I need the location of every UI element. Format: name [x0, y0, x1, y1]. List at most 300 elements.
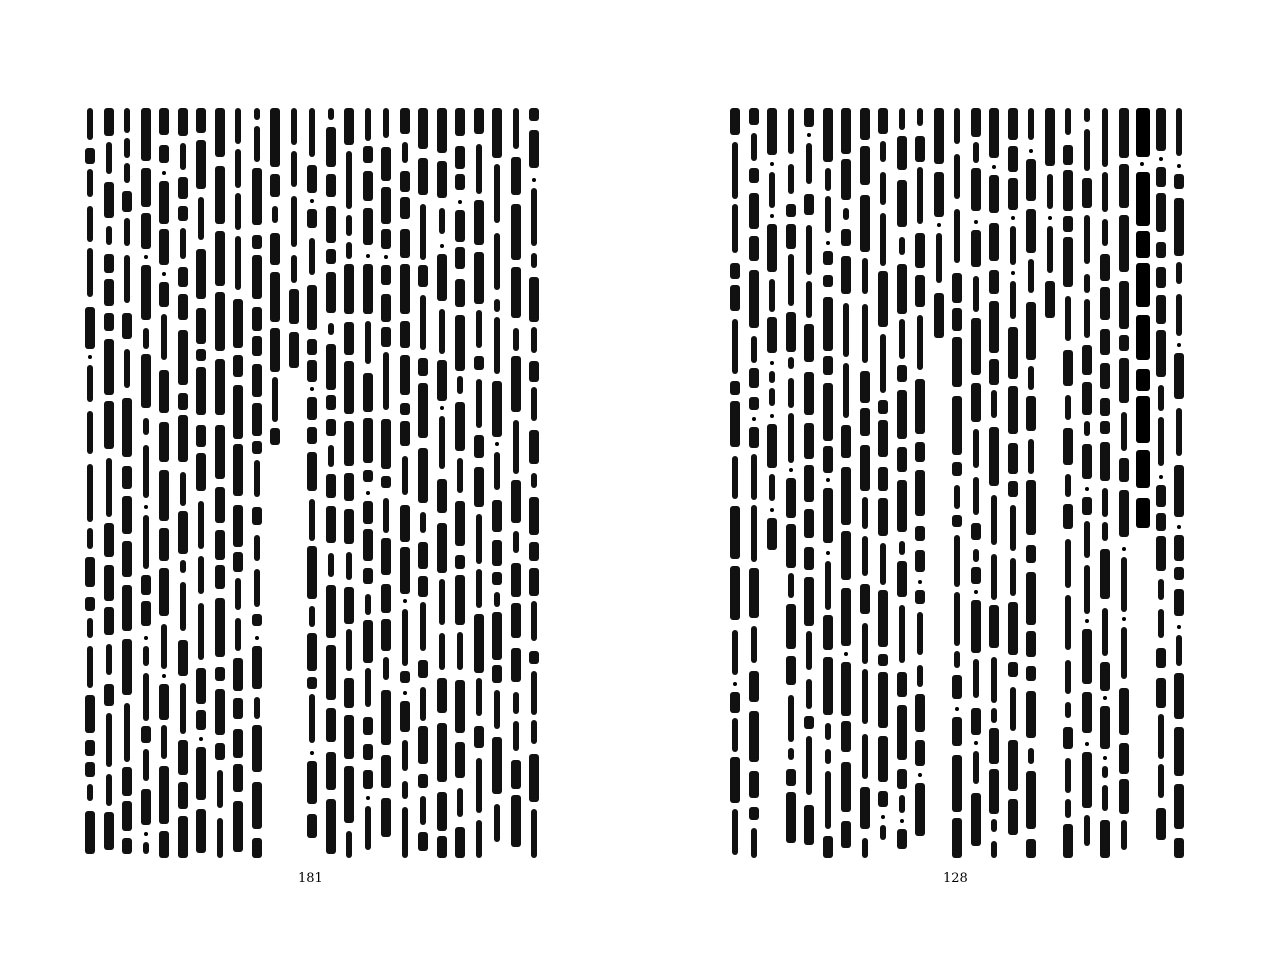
word — [915, 694, 925, 732]
word — [1026, 209, 1036, 253]
word — [143, 842, 149, 854]
word — [122, 466, 132, 489]
word — [122, 585, 132, 631]
word — [749, 108, 759, 125]
word — [971, 793, 981, 846]
word — [363, 470, 373, 482]
word — [915, 275, 925, 307]
word — [381, 755, 391, 788]
word — [494, 299, 500, 312]
word — [989, 223, 999, 261]
word — [954, 485, 960, 509]
word — [474, 108, 484, 134]
word — [1065, 799, 1071, 818]
word — [897, 769, 907, 789]
word — [291, 196, 297, 247]
word — [104, 565, 114, 601]
word — [252, 336, 262, 356]
word — [989, 605, 999, 648]
word — [235, 108, 241, 144]
word — [363, 568, 373, 584]
word — [291, 151, 297, 187]
word — [989, 270, 999, 294]
punctuation-mark — [789, 468, 793, 472]
word — [270, 328, 280, 372]
word — [143, 445, 149, 498]
punctuation-mark — [826, 551, 830, 555]
word — [751, 828, 757, 858]
word — [841, 762, 851, 812]
punctuation-mark — [807, 133, 811, 137]
text-column — [508, 108, 524, 858]
word — [1158, 579, 1164, 600]
punctuation-mark — [366, 796, 370, 800]
word — [400, 108, 410, 134]
word — [1065, 702, 1071, 718]
punctuation-mark — [918, 580, 922, 584]
word — [87, 618, 93, 638]
word — [215, 487, 225, 523]
word — [1010, 226, 1016, 265]
punctuation-mark — [1122, 547, 1126, 551]
word — [346, 831, 352, 858]
word — [1026, 771, 1036, 829]
word — [383, 352, 389, 410]
word — [455, 146, 465, 169]
word — [1156, 267, 1166, 288]
word — [1102, 172, 1108, 212]
word — [455, 555, 465, 569]
text-column — [1023, 108, 1039, 858]
word — [1065, 474, 1071, 497]
word — [400, 229, 410, 258]
word — [751, 626, 757, 663]
word — [104, 279, 114, 306]
punctuation-mark — [1177, 343, 1181, 347]
word — [455, 575, 465, 625]
word — [124, 218, 130, 246]
word — [363, 770, 373, 789]
text-column — [286, 108, 302, 858]
punctuation-mark — [937, 223, 941, 227]
text-column — [341, 108, 357, 858]
punctuation-mark — [826, 241, 830, 245]
word — [529, 754, 539, 802]
word — [971, 383, 981, 422]
word — [161, 725, 167, 759]
word — [344, 766, 354, 823]
word — [531, 601, 537, 641]
word — [973, 659, 979, 698]
word — [252, 235, 262, 249]
word — [1119, 164, 1129, 208]
word — [1026, 545, 1036, 563]
word — [1063, 145, 1073, 165]
word — [897, 390, 907, 439]
word — [122, 639, 132, 695]
word — [880, 543, 886, 585]
word — [474, 614, 484, 673]
word — [860, 584, 870, 614]
word — [788, 378, 794, 408]
word — [159, 181, 169, 224]
text-column — [1097, 108, 1113, 858]
word — [786, 769, 796, 786]
word — [989, 728, 999, 764]
word — [1176, 262, 1182, 284]
word — [122, 838, 132, 854]
word — [1176, 408, 1182, 456]
word — [178, 393, 188, 410]
word — [87, 784, 93, 801]
word — [106, 644, 112, 675]
word — [400, 547, 410, 594]
word — [860, 445, 870, 491]
word — [531, 809, 537, 858]
word — [878, 672, 888, 728]
word — [159, 422, 169, 462]
word — [786, 204, 796, 217]
word — [363, 208, 373, 245]
word — [1082, 497, 1092, 515]
word — [307, 165, 317, 193]
word — [825, 771, 831, 829]
word — [749, 427, 759, 448]
word — [198, 603, 204, 660]
word — [235, 578, 241, 610]
word — [1102, 108, 1108, 167]
word — [841, 229, 851, 246]
word — [494, 317, 500, 374]
word — [1102, 785, 1108, 811]
word — [87, 464, 93, 522]
word — [437, 479, 447, 513]
word — [804, 324, 814, 362]
word — [1082, 382, 1092, 415]
word — [806, 736, 812, 795]
word — [439, 208, 445, 234]
text-column — [783, 108, 799, 858]
punctuation-mark — [752, 417, 756, 421]
word — [1100, 254, 1110, 281]
word — [455, 108, 465, 136]
word — [862, 734, 868, 779]
word — [973, 429, 979, 468]
word — [899, 237, 905, 255]
word — [954, 592, 960, 646]
word — [730, 263, 740, 279]
word — [1119, 490, 1129, 537]
word — [973, 751, 979, 784]
word — [915, 740, 925, 766]
word — [381, 147, 391, 181]
word — [141, 168, 151, 207]
word — [513, 420, 519, 474]
punctuation-mark — [403, 691, 407, 695]
word — [1156, 648, 1166, 668]
text-column — [1171, 108, 1187, 858]
word — [1008, 108, 1018, 140]
word — [402, 456, 408, 495]
word — [494, 804, 500, 842]
word — [291, 108, 297, 145]
punctuation-mark — [162, 674, 166, 678]
word — [437, 523, 447, 573]
word — [346, 215, 352, 236]
word — [476, 310, 482, 348]
word — [85, 307, 95, 349]
word — [1063, 824, 1073, 858]
punctuation-mark — [310, 387, 314, 391]
word — [511, 760, 521, 789]
word — [381, 584, 391, 613]
word — [1008, 386, 1018, 434]
word — [971, 708, 981, 735]
word — [825, 561, 831, 610]
punctuation-mark — [440, 406, 444, 410]
word — [915, 526, 925, 541]
word — [1063, 170, 1073, 211]
word — [915, 470, 925, 516]
word — [455, 174, 465, 190]
word — [307, 427, 317, 444]
punctuation-mark — [1085, 487, 1089, 491]
punctuation-mark — [162, 171, 166, 175]
word — [122, 398, 132, 457]
word — [788, 164, 794, 194]
text-column — [727, 108, 743, 858]
word — [841, 425, 851, 458]
word — [344, 361, 354, 414]
word — [971, 523, 981, 540]
word — [1174, 838, 1184, 858]
word — [400, 171, 410, 192]
word — [363, 373, 373, 412]
punctuation-mark — [366, 254, 370, 258]
word — [991, 554, 997, 600]
word — [418, 108, 428, 149]
word — [272, 206, 278, 223]
word — [973, 549, 979, 562]
word — [159, 145, 169, 163]
punctuation-mark — [1029, 149, 1033, 153]
word — [1100, 549, 1110, 599]
word — [915, 233, 925, 268]
word — [328, 553, 334, 577]
word — [474, 726, 484, 748]
word — [418, 265, 428, 287]
word — [418, 542, 428, 569]
word — [233, 729, 243, 758]
word — [954, 154, 960, 199]
word — [159, 282, 169, 307]
word — [196, 710, 206, 730]
word — [788, 695, 794, 742]
punctuation-mark — [770, 214, 774, 218]
word — [215, 166, 225, 224]
word — [786, 524, 796, 568]
word — [730, 566, 740, 620]
text-column — [838, 108, 854, 858]
word — [1084, 215, 1090, 264]
word — [1158, 385, 1164, 411]
word — [899, 541, 905, 555]
word — [254, 460, 260, 497]
word — [383, 108, 389, 138]
word — [1174, 353, 1184, 399]
word — [437, 254, 447, 301]
word — [270, 108, 280, 167]
punctuation-mark — [1085, 742, 1089, 746]
word — [917, 612, 923, 655]
word — [215, 425, 225, 479]
word — [1010, 687, 1016, 731]
page-number: 128 — [943, 871, 968, 886]
word — [529, 108, 539, 121]
word — [381, 690, 391, 745]
word — [178, 206, 188, 221]
text-column — [875, 108, 891, 858]
word — [1028, 748, 1034, 764]
word — [529, 542, 539, 561]
word — [122, 801, 132, 831]
word — [381, 798, 391, 837]
word — [1100, 398, 1110, 416]
punctuation-mark — [1159, 157, 1163, 161]
word — [1119, 358, 1129, 403]
word — [878, 108, 888, 134]
word — [455, 247, 465, 269]
word — [233, 385, 243, 439]
word — [1008, 178, 1018, 210]
word — [124, 138, 130, 158]
word — [511, 157, 521, 195]
word — [1174, 465, 1184, 517]
word — [141, 265, 151, 320]
punctuation-mark — [1177, 625, 1181, 629]
word — [400, 505, 410, 542]
word — [365, 321, 371, 364]
word — [732, 142, 738, 199]
word — [973, 477, 979, 515]
word — [344, 421, 354, 466]
word — [1008, 740, 1018, 791]
word — [991, 841, 997, 858]
word — [973, 276, 979, 312]
word — [252, 782, 262, 829]
word — [143, 515, 149, 569]
word — [1026, 572, 1036, 625]
punctuation-mark — [310, 751, 314, 755]
word — [732, 319, 738, 374]
word — [178, 177, 188, 199]
word — [437, 161, 447, 198]
word — [767, 108, 777, 155]
word — [1136, 108, 1150, 157]
word — [346, 552, 352, 580]
word — [455, 827, 465, 858]
word — [270, 233, 280, 265]
word — [178, 782, 188, 809]
word — [749, 168, 759, 183]
word — [344, 715, 354, 759]
word — [141, 601, 151, 626]
word — [215, 530, 225, 560]
word — [363, 146, 373, 163]
word — [899, 108, 905, 130]
punctuation-mark — [974, 590, 978, 594]
word — [804, 194, 814, 215]
word — [1026, 839, 1036, 858]
word — [233, 801, 243, 852]
word — [1084, 299, 1090, 338]
word — [178, 330, 188, 385]
punctuation-mark — [900, 819, 904, 823]
word — [1156, 330, 1166, 377]
word — [1084, 521, 1090, 558]
word — [841, 108, 851, 154]
word — [1156, 485, 1166, 507]
word — [437, 723, 447, 782]
word — [1102, 488, 1108, 517]
word — [1065, 539, 1071, 588]
word — [1121, 820, 1127, 850]
word — [954, 651, 960, 668]
word — [749, 236, 759, 261]
text-column — [968, 108, 984, 858]
word — [1063, 216, 1073, 232]
word — [159, 831, 169, 858]
word — [1136, 263, 1150, 307]
word — [439, 416, 445, 469]
word — [1156, 678, 1166, 708]
word — [511, 603, 521, 638]
word — [252, 646, 262, 689]
word — [383, 498, 389, 533]
word — [180, 582, 186, 631]
word — [917, 108, 923, 126]
word — [529, 568, 539, 596]
word — [104, 523, 114, 557]
punctuation-mark — [955, 707, 959, 711]
word — [492, 381, 502, 437]
word — [511, 480, 521, 523]
word — [215, 565, 225, 589]
word — [233, 505, 243, 547]
word — [531, 671, 537, 715]
word — [344, 587, 354, 624]
word — [531, 720, 537, 744]
word — [418, 576, 428, 597]
word — [1100, 706, 1110, 749]
word — [180, 143, 186, 170]
word — [1156, 193, 1166, 232]
word — [1028, 108, 1034, 140]
word — [769, 371, 775, 383]
word — [730, 401, 740, 447]
word — [804, 716, 814, 729]
word — [492, 500, 502, 532]
punctuation-mark — [1011, 216, 1015, 220]
word — [806, 679, 812, 709]
word — [492, 665, 502, 683]
word — [751, 454, 757, 500]
word — [786, 224, 796, 249]
text-column — [986, 108, 1002, 858]
word — [328, 323, 334, 335]
word — [1084, 565, 1090, 614]
word — [529, 651, 539, 664]
